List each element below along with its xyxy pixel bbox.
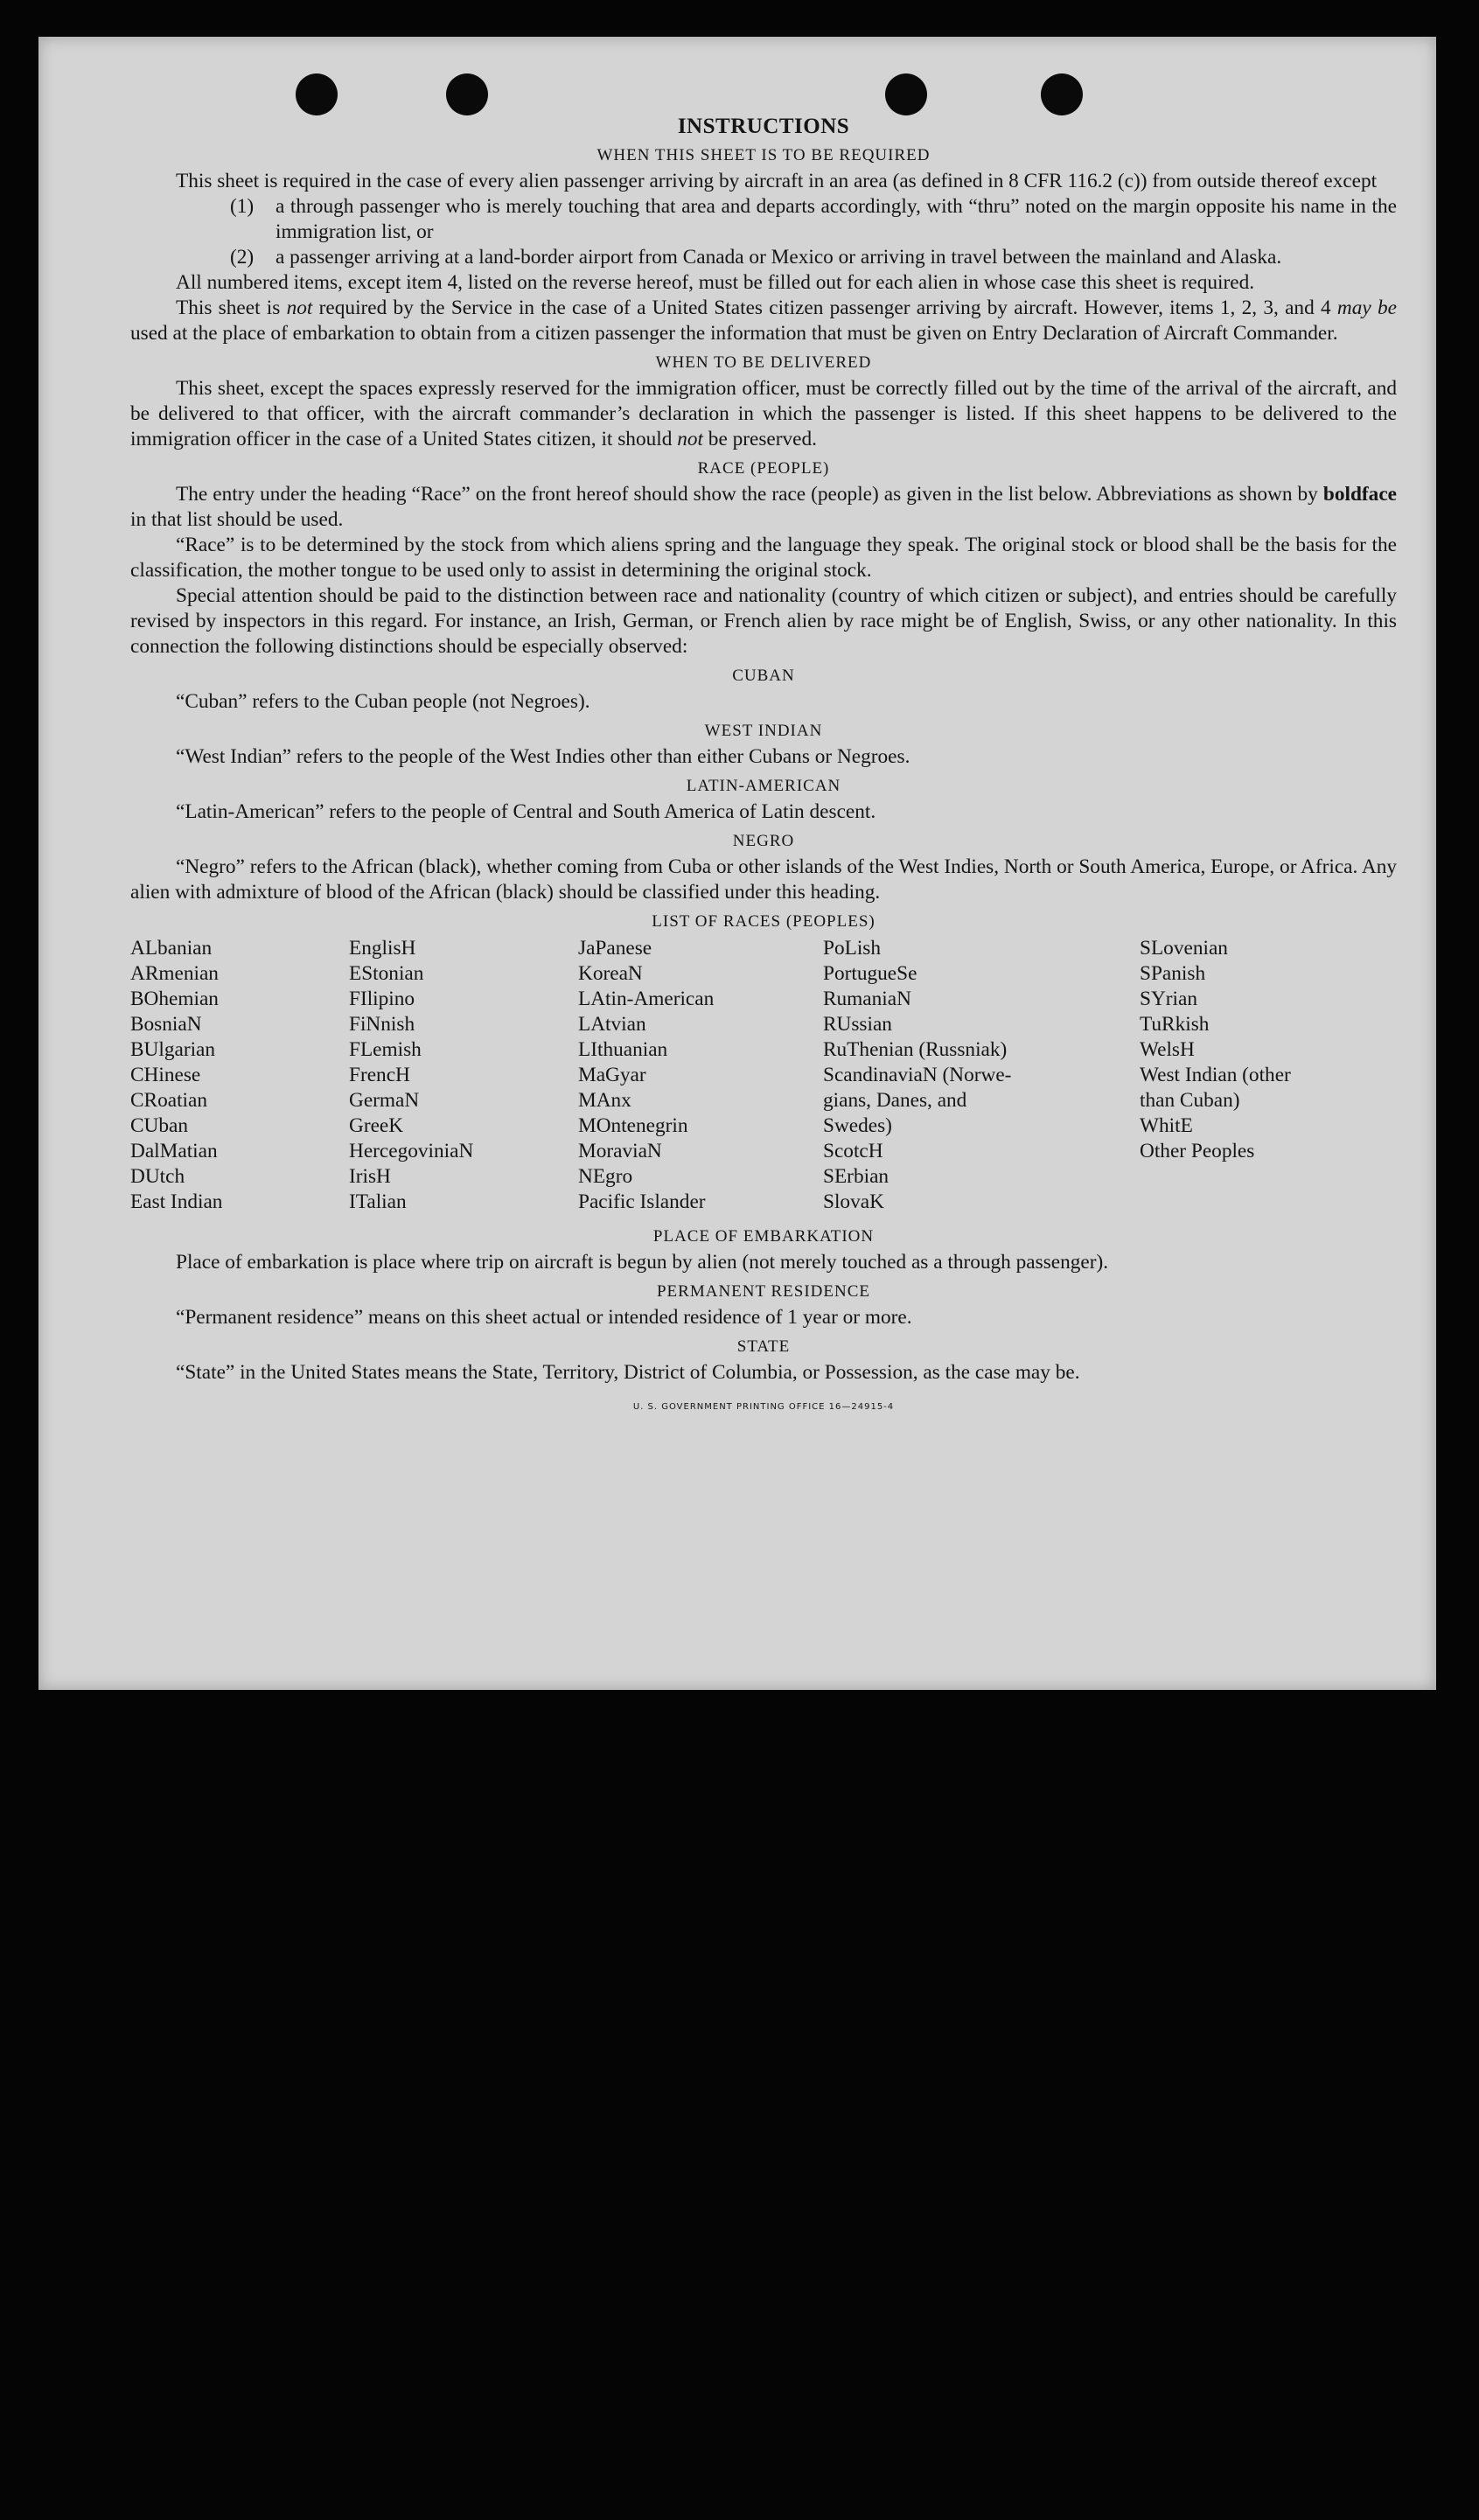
text-run: be preserved. bbox=[702, 428, 817, 450]
race-entry: KoreaN bbox=[578, 962, 643, 985]
list-item bbox=[130, 245, 1397, 270]
race-entry: ALbanian bbox=[130, 937, 213, 960]
race-entry: EStonian bbox=[349, 962, 424, 985]
race-entry: MaGyar bbox=[578, 1064, 646, 1086]
race-entry: EnglisH bbox=[349, 937, 416, 960]
section-heading-list-of-races: LIST OF RACES (PEOPLES) bbox=[652, 912, 876, 931]
race-entry: RuThenian (Russniak) bbox=[823, 1038, 1008, 1061]
race-entry: MoraviaN bbox=[578, 1140, 662, 1162]
race-entry: BOhemian bbox=[130, 988, 219, 1010]
section-heading-embarkation: PLACE OF EMBARKATION bbox=[652, 1227, 875, 1246]
document-sheet bbox=[38, 37, 1436, 1690]
race-entry: FLemish bbox=[349, 1038, 422, 1061]
race-entry: NEgro bbox=[578, 1165, 633, 1188]
race-entry: WelsH bbox=[1140, 1038, 1195, 1061]
race-entry: JaPanese bbox=[578, 937, 652, 960]
italic-text: not bbox=[286, 297, 313, 319]
paragraph: “Cuban” refers to the Cuban people (not Negroes). bbox=[176, 690, 590, 713]
text-run: The entry under the heading “Race” on the front hereof should show the race (people) as given in the list below. Abbreviations as shown by bbox=[176, 483, 1323, 506]
paragraph: “Negro” refers to the African (black), whether coming from Cuba or other islands of the West Indies, North or South America, Europe, or Africa. Any alien with admixture of blood of the African (black) should be classified under this heading. bbox=[130, 855, 1397, 904]
race-entry: ScandinaviaN (Norwe- gians, Danes, and Swedes) bbox=[823, 1064, 1012, 1137]
italic-text: may be bbox=[1336, 297, 1397, 319]
race-entry: LIthuanian bbox=[578, 1038, 668, 1061]
section-heading-cuban: CUBAN bbox=[732, 667, 795, 685]
race-entry: FrencH bbox=[349, 1064, 410, 1086]
instructions-content bbox=[130, 114, 1397, 1420]
punch-hole bbox=[1041, 73, 1083, 115]
race-entry: MOntenegrin bbox=[578, 1114, 688, 1137]
race-entry: RumaniaN bbox=[823, 988, 911, 1010]
paragraph: Place of embarkation is place where trip on aircraft is begun by alien (not merely touched as a through passenger). bbox=[176, 1251, 1109, 1274]
section-heading-delivered: WHEN TO BE DELIVERED bbox=[655, 353, 872, 372]
race-entry: FIlipino bbox=[349, 988, 415, 1010]
race-entry: PortugueSe bbox=[823, 962, 917, 985]
race-entry: RUssian bbox=[823, 1013, 892, 1036]
paragraph: All numbered items, except item 4, listed on the reverse hereof, must be filled out for each alien in whose case this sheet is required. bbox=[176, 271, 1255, 294]
punch-hole bbox=[446, 73, 488, 115]
paragraph: “Permanent residence” means on this sheet actual or intended residence of 1 year or more. bbox=[176, 1306, 912, 1329]
item-text: a passenger arriving at a land-border airport from Canada or Mexico or arriving in travel between the mainland and Alaska. bbox=[276, 246, 1282, 269]
race-entry: Other Peoples bbox=[1140, 1140, 1255, 1162]
race-entry: HercegoviniaN bbox=[349, 1140, 474, 1162]
section-heading-state: STATE bbox=[736, 1337, 791, 1356]
section-heading-latin-american: LATIN-AMERICAN bbox=[686, 777, 841, 795]
race-entry: PoLish bbox=[823, 937, 882, 960]
race-entry: ITalian bbox=[349, 1190, 407, 1213]
paragraph: This sheet is required in the case of every alien passenger arriving by aircraft in an area (as defined in 8 CFR 116.2 (c)) from outside thereof except bbox=[176, 170, 1378, 192]
paragraph: Special attention should be paid to the distinction between race and nationality (country of which citizen or subject), and entries should be carefully revised by inspectors in this regard. For instance, an Irish, German, or French alien by race might be of English, Swiss, or any other nationality. In this connection the following distinctions should be especially observed: bbox=[130, 584, 1397, 658]
race-entry: IrisH bbox=[349, 1165, 391, 1188]
paragraph bbox=[130, 482, 1397, 533]
section-heading-race: RACE (PEOPLE) bbox=[697, 459, 830, 478]
race-entry: CUban bbox=[130, 1114, 189, 1137]
race-entry: SErbian bbox=[823, 1165, 889, 1188]
race-entry: East Indian bbox=[130, 1190, 223, 1213]
bold-text: boldface bbox=[1322, 483, 1397, 506]
punch-hole bbox=[885, 73, 927, 115]
race-column bbox=[130, 936, 349, 1215]
race-entry: West Indian (other than Cuban) bbox=[1140, 1064, 1291, 1112]
text-run: used at the place of embarkation to obtain from a citizen passenger the information that must be given on Entry Declaration of Aircraft Commander. bbox=[130, 322, 1338, 345]
text-run: This sheet, except the spaces expressly reserved for the immigration officer, must be correctly filled out by the time of the arrival of the aircraft, and be delivered to that officer, with the aircraft commander’s declaration in which the passenger is listed. If this sheet happens to be delivered to the immigration officer in the case of a United States citizen, it should bbox=[130, 377, 1397, 450]
race-entry: SLovenian bbox=[1140, 937, 1228, 960]
paragraph: “Race” is to be determined by the stock from which aliens spring and the language they speak. The original stock or blood shall be the basis for the classification, the mother tongue to be used only to assist in determining the original stock. bbox=[130, 534, 1397, 582]
race-entry: BUlgarian bbox=[130, 1038, 216, 1061]
page-title: INSTRUCTIONS bbox=[677, 115, 850, 138]
race-entry: ScotcH bbox=[823, 1140, 883, 1162]
race-entry: CHinese bbox=[130, 1064, 201, 1086]
italic-text: not bbox=[677, 428, 703, 450]
text-run: in that list should be used. bbox=[130, 508, 344, 531]
race-entry: LAtvian bbox=[578, 1013, 646, 1036]
section-heading-required: WHEN THIS SHEET IS TO BE REQUIRED bbox=[596, 146, 931, 164]
paragraph: “State” in the United States means the State, Territory, District of Columbia, or Possession, as the case may be. bbox=[176, 1361, 1080, 1384]
paragraph: “West Indian” refers to the people of the West Indies other than either Cubans or Negroes. bbox=[176, 745, 910, 768]
item-number: (1) bbox=[230, 195, 255, 218]
race-entry: WhitE bbox=[1140, 1114, 1193, 1137]
text-run: This sheet is bbox=[176, 297, 287, 319]
race-entry: BosniaN bbox=[130, 1013, 202, 1036]
text-run: required by the Service in the case of a United States citizen passenger arriving by aircraft. However, items 1, 2, 3, and 4 bbox=[312, 297, 1337, 319]
race-entry: SlovaK bbox=[823, 1190, 884, 1213]
race-entry: FiNnish bbox=[349, 1013, 415, 1036]
item-number: (2) bbox=[230, 246, 255, 269]
paragraph bbox=[130, 376, 1397, 452]
race-entry: CRoatian bbox=[130, 1089, 208, 1112]
race-entry: DalMatian bbox=[130, 1140, 218, 1162]
paragraph: “Latin-American” refers to the people of Central and South America of Latin descent. bbox=[176, 800, 876, 823]
race-entry: Pacific Islander bbox=[578, 1190, 706, 1213]
race-entry: GermaN bbox=[349, 1089, 420, 1112]
race-list bbox=[130, 936, 1397, 1215]
item-text: a through passenger who is merely touching that area and departs accordingly, with “thru” noted on the margin opposite his name in the immigration list, or bbox=[276, 195, 1397, 243]
punch-hole bbox=[296, 73, 338, 115]
race-column bbox=[349, 936, 578, 1215]
race-entry: LAtin-American bbox=[578, 988, 715, 1010]
section-heading-west-indian: WEST INDIAN bbox=[704, 722, 823, 740]
race-column bbox=[578, 936, 823, 1215]
paragraph bbox=[130, 296, 1397, 346]
race-entry: SYrian bbox=[1140, 988, 1198, 1010]
race-entry: DUtch bbox=[130, 1165, 185, 1188]
printer-imprint: U. S. GOVERNMENT PRINTING OFFICE 16—24915-4 bbox=[632, 1402, 895, 1412]
race-entry: TuRkish bbox=[1140, 1013, 1210, 1036]
race-entry: MAnx bbox=[578, 1089, 631, 1112]
section-heading-residence: PERMANENT RESIDENCE bbox=[656, 1282, 871, 1301]
race-column bbox=[1140, 936, 1397, 1215]
section-heading-negro: NEGRO bbox=[732, 832, 795, 850]
race-entry: ARmenian bbox=[130, 962, 219, 985]
race-entry: GreeK bbox=[349, 1114, 404, 1137]
race-column bbox=[823, 936, 1140, 1215]
race-entry: SPanish bbox=[1140, 962, 1206, 985]
list-item bbox=[130, 194, 1397, 245]
